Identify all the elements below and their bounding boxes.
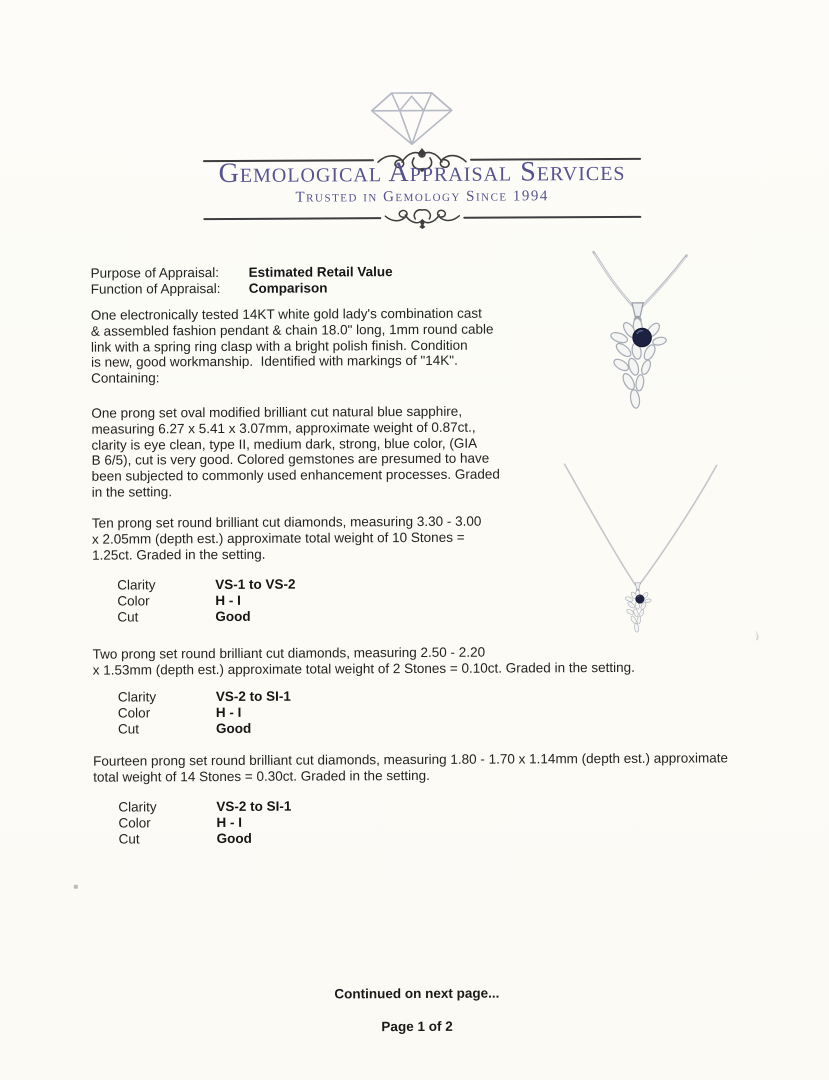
purpose-value: Estimated Retail Value <box>248 264 393 280</box>
scroll-flourish-icon <box>383 207 461 229</box>
cut-value: Good <box>215 720 252 737</box>
table-row <box>118 689 291 706</box>
cut-label: Cut <box>117 721 140 737</box>
fourteen-diamonds-paragraph: Fourteen prong set round brilliant cut diamonds, measuring 1.80 - 1.70 x 1.14mm (depth est.) approximate total weight of 14 Stones = 0.30ct. Graded in the setting. <box>93 750 729 785</box>
table-row <box>117 609 295 626</box>
color-label: Color <box>117 593 150 609</box>
clarity-label: Clarity <box>117 577 156 593</box>
color-value: H - I <box>215 704 242 721</box>
table-row <box>118 799 291 816</box>
scan-speck <box>74 885 78 889</box>
purpose-label: Purpose of Appraisal: <box>90 265 219 281</box>
color-label: Color <box>117 705 151 721</box>
table-row <box>118 705 291 722</box>
table-row <box>118 815 291 832</box>
logo-title: Gemological Appraisal Services <box>218 155 626 190</box>
item-description-paragraph: One electronically tested 14KT white gold lady's combination cast & assembled fashion pendant & chain 18.0" long, 1mm round cable link with a spring ring clasp with a bright polish finish. Condition is new, good workmanship. Identified with markings of "14K". Containing: <box>90 305 494 386</box>
cut-value: Good <box>216 830 252 847</box>
rule-line-right <box>463 216 641 219</box>
table-row <box>118 721 291 738</box>
color-value: H - I <box>216 814 243 831</box>
function-row <box>91 280 393 297</box>
color-value: H - I <box>215 592 241 609</box>
grading-table-3 <box>118 799 291 848</box>
function-label: Function of Appraisal: <box>90 280 221 297</box>
clarity-value: VS-2 to SI-1 <box>215 688 291 705</box>
sapphire-diamond-necklace-full-photo <box>540 458 801 659</box>
table-row <box>117 577 295 594</box>
two-diamonds-paragraph: Two prong set round brilliant cut diamonds, measuring 2.50 - 2.20 x 1.53mm (depth est.) approximate total weight of 2 Stones = 0.10ct. Graded in the setting. <box>92 644 635 678</box>
table-row <box>119 831 292 848</box>
color-label: Color <box>118 815 151 831</box>
clarity-label: Clarity <box>118 799 157 815</box>
cut-value: Good <box>215 608 251 625</box>
grading-table-2 <box>118 689 291 738</box>
diamond-outline-icon <box>364 88 460 147</box>
continued-note: Continued on next page... <box>334 985 500 1002</box>
function-value: Comparison <box>248 280 328 296</box>
logo-rule-bottom <box>203 205 641 231</box>
page-number: Page 1 of 2 <box>381 1018 453 1035</box>
logo-subtitle: Trusted in Gemology Since 1994 <box>295 188 549 206</box>
ten-diamonds-paragraph: Ten prong set round brilliant cut diamonds, measuring 3.30 - 3.00 x 2.05mm (depth est.) approximate total weight of 10 Stones = 1.25ct. Graded in the setting. <box>91 513 482 563</box>
clarity-label: Clarity <box>117 689 157 705</box>
purpose-row <box>91 264 393 281</box>
cut-label: Cut <box>117 609 139 625</box>
sapphire-description-paragraph: One prong set oval modified brilliant cut natural blue sapphire, measuring 6.27 x 5.41 x 3.07mm, approximate weight of 0.87ct., clarity is eye clean, type II, medium dark, strong, blue color, (GIA B 6/5), cut is very good. Colored gemstones are presumed to have been subjected to commonly used enhancement processes. Graded in the setting. <box>91 403 500 500</box>
clarity-value: VS-1 to VS-2 <box>215 576 296 593</box>
table-row <box>117 593 295 610</box>
grading-table-1 <box>117 577 296 626</box>
rule-line-left <box>203 217 381 220</box>
appraisal-meta <box>91 264 393 297</box>
clarity-value: VS-2 to SI-1 <box>216 798 292 815</box>
cut-label: Cut <box>118 831 140 847</box>
sapphire-diamond-pendant-closeup-photo <box>538 238 799 457</box>
